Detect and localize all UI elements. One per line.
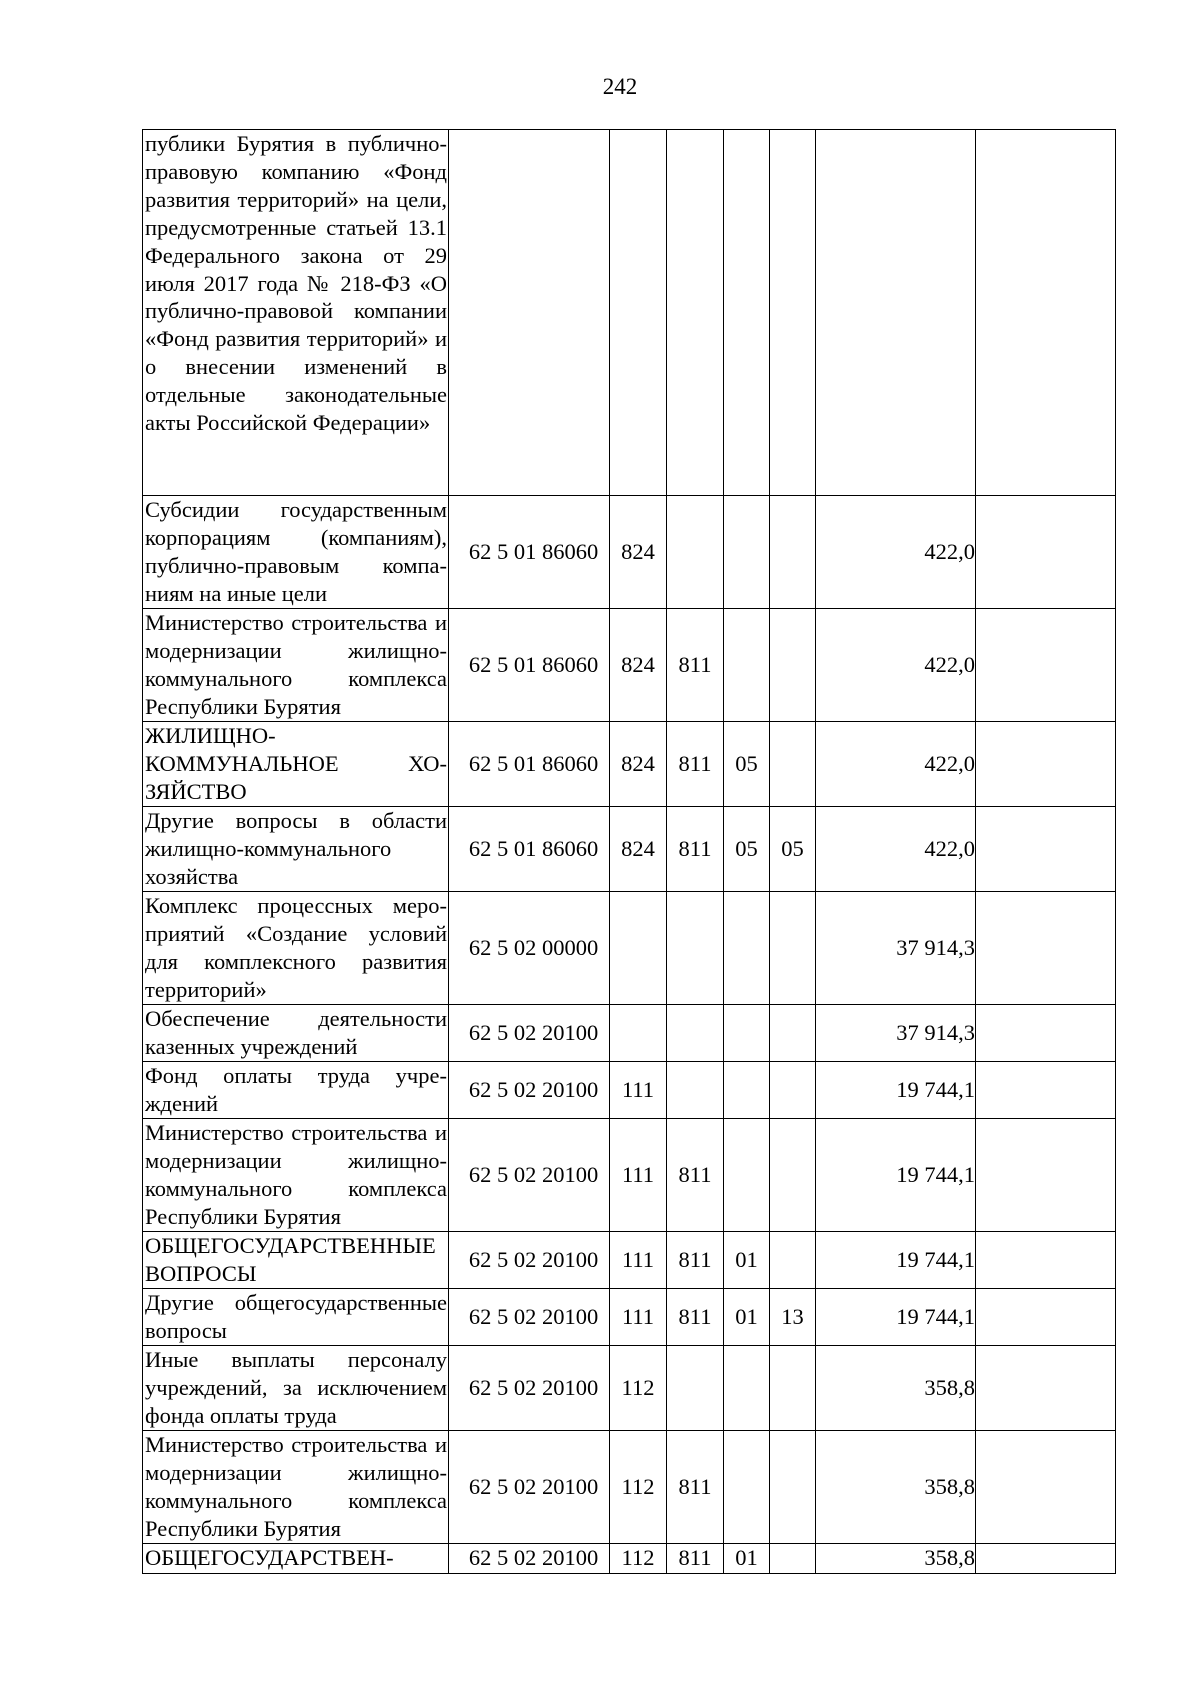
ministry-code-cell [667,496,724,609]
amount-cell: 37 914,3 [816,892,976,1005]
extra-cell [976,1062,1116,1119]
extra-cell [976,1005,1116,1062]
extra-cell [976,1544,1116,1574]
row-name-cell: ЖИЛИЩНО-КОММУНАЛЬНОЕ ХОЗЯЙСТВО [143,722,449,807]
expense-type-cell: 824 [610,496,667,609]
expense-type-cell: 111 [610,1062,667,1119]
row-name-cell: Субсидии государственным корпорациям (компаниям), публично-правовым компаниям на иные цели [143,496,449,609]
target-article-cell: 62 5 02 20100 [449,1289,610,1346]
section-cell [724,1431,770,1544]
budget-table [142,129,1116,1574]
extra-cell [976,130,1116,496]
extra-cell [976,1346,1116,1431]
extra-cell [976,496,1116,609]
section-cell [724,1005,770,1062]
expense-type-cell: 112 [610,1431,667,1544]
row-name-cell: Фонд оплаты труда учреждений [143,1062,449,1119]
subsection-cell [770,1119,816,1232]
table-row [143,1544,1116,1574]
row-name-cell: публики Бурятия в публично-правовую компанию «Фонд развития территорий» на цели, предусмотренные статьей 13.1 Федерального закона от 29 июля 2017 года № 218-ФЗ «О публично-правовой компании «Фонд развития территорий» и о внесении изменений в отдельные законодательные акты Российской Федерации» [143,130,449,496]
table-row [143,1232,1116,1289]
row-name-cell: Обеспечение деятельности казенных учреждений [143,1005,449,1062]
extra-cell [976,892,1116,1005]
amount-cell: 358,8 [816,1346,976,1431]
amount-cell: 422,0 [816,609,976,722]
table-row [143,130,1116,496]
subsection-cell: 13 [770,1289,816,1346]
subsection-cell [770,1232,816,1289]
section-cell: 05 [724,807,770,892]
section-cell [724,1062,770,1119]
row-name-cell: Иные выплаты персоналу учреждений, за исключением фонда оплаты труда [143,1346,449,1431]
ministry-code-cell [667,130,724,496]
extra-cell [976,1232,1116,1289]
section-cell [724,1119,770,1232]
subsection-cell [770,1544,816,1574]
table-row [143,722,1116,807]
ministry-code-cell [667,1062,724,1119]
extra-cell [976,1119,1116,1232]
expense-type-cell: 824 [610,609,667,722]
ministry-code-cell [667,892,724,1005]
table-body [143,130,1116,1574]
subsection-cell [770,1062,816,1119]
table-row [143,609,1116,722]
row-name-cell: Министерство строительства и модернизации жилищно-коммунального комплекса Республики Бурятия [143,1119,449,1232]
row-name-cell: Комплекс процессных мероприятий «Создание условий для комплексного развития территорий» [143,892,449,1005]
subsection-cell: 05 [770,807,816,892]
section-cell [724,609,770,722]
amount-cell: 358,8 [816,1544,976,1574]
expense-type-cell [610,892,667,1005]
target-article-cell: 62 5 02 20100 [449,1346,610,1431]
table-row [143,1431,1116,1544]
target-article-cell [449,130,610,496]
row-name-cell: ОБЩЕГОСУДАРСТВЕН- [143,1544,449,1574]
amount-cell: 19 744,1 [816,1062,976,1119]
target-article-cell: 62 5 02 20100 [449,1005,610,1062]
section-cell [724,1346,770,1431]
extra-cell [976,609,1116,722]
amount-cell: 19 744,1 [816,1119,976,1232]
target-article-cell: 62 5 02 20100 [449,1544,610,1574]
subsection-cell [770,722,816,807]
target-article-cell: 62 5 02 20100 [449,1232,610,1289]
expense-type-cell [610,1005,667,1062]
row-name-cell: ОБЩЕГОСУДАРСТВЕННЫЕ ВОПРОСЫ [143,1232,449,1289]
ministry-code-cell: 811 [667,1289,724,1346]
table-row [143,1346,1116,1431]
expense-type-cell: 111 [610,1232,667,1289]
section-cell: 01 [724,1544,770,1574]
subsection-cell [770,496,816,609]
expense-type-cell: 824 [610,722,667,807]
amount-cell: 37 914,3 [816,1005,976,1062]
section-cell [724,892,770,1005]
subsection-cell [770,609,816,722]
ministry-code-cell: 811 [667,1544,724,1574]
subsection-cell [770,1005,816,1062]
ministry-code-cell [667,1346,724,1431]
page-number: 242 [602,74,638,99]
section-cell [724,496,770,609]
subsection-cell [770,1346,816,1431]
ministry-code-cell: 811 [667,1232,724,1289]
amount-cell: 422,0 [816,807,976,892]
target-article-cell: 62 5 02 20100 [449,1062,610,1119]
subsection-cell [770,1431,816,1544]
target-article-cell: 62 5 02 00000 [449,892,610,1005]
target-article-cell: 62 5 01 86060 [449,722,610,807]
table-row [143,1289,1116,1346]
expense-type-cell: 824 [610,807,667,892]
target-article-cell: 62 5 01 86060 [449,807,610,892]
expense-type-cell: 111 [610,1119,667,1232]
ministry-code-cell: 811 [667,807,724,892]
extra-cell [976,722,1116,807]
table-row [143,1062,1116,1119]
expense-type-cell [610,130,667,496]
row-name-cell: Другие общегосударственные вопросы [143,1289,449,1346]
amount-cell: 19 744,1 [816,1289,976,1346]
target-article-cell: 62 5 02 20100 [449,1119,610,1232]
amount-cell: 422,0 [816,496,976,609]
section-cell: 05 [724,722,770,807]
extra-cell [976,1431,1116,1544]
target-article-cell: 62 5 01 86060 [449,609,610,722]
table-row [143,496,1116,609]
subsection-cell [770,130,816,496]
section-cell [724,130,770,496]
amount-cell: 358,8 [816,1431,976,1544]
section-cell: 01 [724,1289,770,1346]
table-row [143,1119,1116,1232]
target-article-cell: 62 5 01 86060 [449,496,610,609]
ministry-code-cell: 811 [667,722,724,807]
amount-cell [816,130,976,496]
ministry-code-cell: 811 [667,1119,724,1232]
row-name-cell: Другие вопросы в области жилищно-коммунального хозяйства [143,807,449,892]
section-cell: 01 [724,1232,770,1289]
expense-type-cell: 112 [610,1544,667,1574]
row-name-cell: Министерство строительства и модернизации жилищно-коммунального комплекса Республики Бурятия [143,1431,449,1544]
extra-cell [976,807,1116,892]
table-row [143,1005,1116,1062]
ministry-code-cell [667,1005,724,1062]
amount-cell: 19 744,1 [816,1232,976,1289]
ministry-code-cell: 811 [667,609,724,722]
ministry-code-cell: 811 [667,1431,724,1544]
row-name-cell: Министерство строительства и модернизации жилищно-коммунального комплекса Республики Бурятия [143,609,449,722]
amount-cell: 422,0 [816,722,976,807]
table-row [143,807,1116,892]
extra-cell [976,1289,1116,1346]
table-row [143,892,1116,1005]
expense-type-cell: 111 [610,1289,667,1346]
target-article-cell: 62 5 02 20100 [449,1431,610,1544]
subsection-cell [770,892,816,1005]
expense-type-cell: 112 [610,1346,667,1431]
